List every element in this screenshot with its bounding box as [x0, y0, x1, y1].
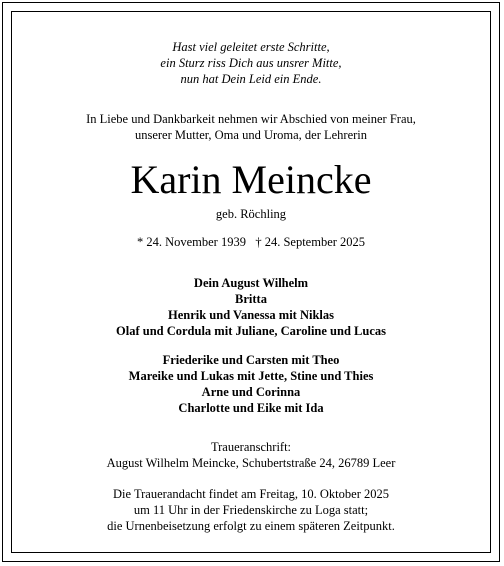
family-2-line-2: Mareike und Lukas mit Jette, Stine und Thies — [128, 369, 374, 383]
service-line-2: um 11 Uhr in der Friedenskirche zu Loga statt; — [133, 503, 369, 517]
address-line: August Wilhelm Meincke, Schubertstraße 24, 26789 Leer — [106, 456, 396, 470]
maiden-name: geb. Röchling — [215, 207, 287, 221]
obituary-frame — [11, 11, 491, 553]
family-2-line-4: Charlotte und Eike mit Ida — [178, 401, 324, 415]
family-1-line-2: Britta — [235, 292, 267, 306]
family-2-line-3: Arne und Corinna — [201, 385, 301, 399]
intro-line-2: unserer Mutter, Oma und Uroma, der Lehrerin — [134, 128, 368, 142]
poem-line-1: Hast viel geleitet erste Schritte, — [172, 40, 330, 54]
obituary-notice — [2, 2, 500, 562]
family-1-line-4: Olaf und Cordula mit Juliane, Caroline und Lucas — [116, 324, 386, 338]
deceased-name: Karin Meincke — [130, 157, 372, 202]
family-2-line-1: Friederike und Carsten mit Theo — [162, 353, 340, 367]
service-line-1: Die Trauerandacht findet am Freitag, 10. Oktober 2025 — [113, 487, 389, 501]
intro-line-1: In Liebe und Dankbarkeit nehmen wir Abschied von meiner Frau, — [86, 112, 416, 126]
life-dates: * 24. November 1939 † 24. September 2025 — [136, 235, 366, 249]
poem-line-2: ein Sturz riss Dich aus unsrer Mitte, — [160, 56, 342, 70]
service-line-3: die Urnenbeisetzung erfolgt zu einem späteren Zeitpunkt. — [107, 519, 395, 533]
family-1-line-3: Henrik und Vanessa mit Niklas — [167, 308, 335, 322]
address-label: Traueranschrift: — [210, 440, 292, 454]
family-1-line-1: Dein August Wilhelm — [193, 276, 309, 290]
poem-line-3: nun hat Dein Leid ein Ende. — [180, 72, 322, 86]
